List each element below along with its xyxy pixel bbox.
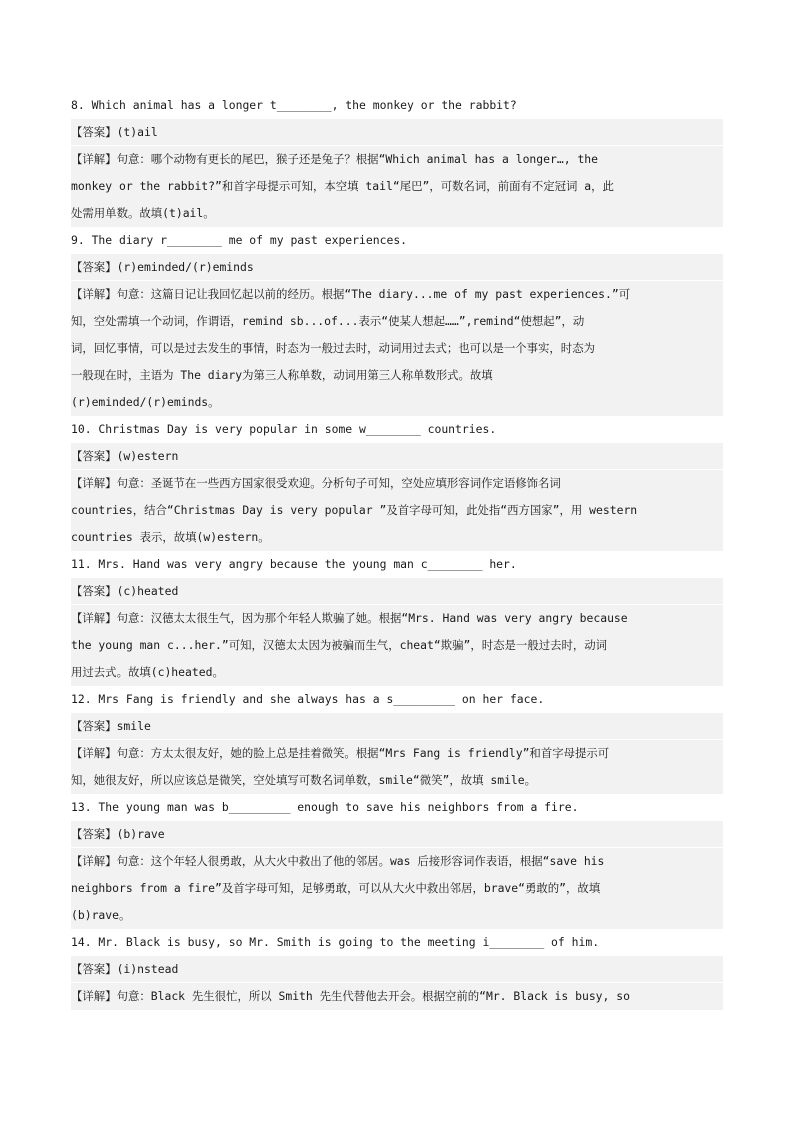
- answer-value: (i)nstead: [116, 962, 179, 976]
- answer-line: [71, 713, 723, 740]
- detail-text: 句意：Black 先生很忙，所以 Smith 先生代替他去开会。根据空前的“Mr. Black is busy, so: [116, 989, 630, 1003]
- question-text: 13. The young man was b_________ enough to save his neighbors from a fire.: [71, 800, 579, 814]
- answer-block: [71, 821, 723, 929]
- question-text: 11. Mrs. Hand was very angry because the young man c________ her.: [71, 557, 517, 571]
- detail-line: [71, 470, 723, 497]
- detail-text: 一般现在时，主语为 The diary为第三人称单数，动词用第三人称单数形式。故填: [71, 368, 493, 382]
- exercise-item: [71, 551, 723, 686]
- answer-value: (b)rave: [116, 827, 165, 841]
- detail-line: [71, 173, 723, 200]
- detail-text: the young man c...her.”可知，汉德太太因为被骗而生气，cheat“欺骗”，时态是一般过去时，动词: [71, 638, 608, 652]
- answer-value: (c)heated: [116, 584, 179, 598]
- detail-text: 知，她很友好，所以应该总是微笑，空处填写可数名词单数，smile“微笑”，故填 smile。: [71, 773, 537, 787]
- answer-label: 【答案】: [71, 125, 117, 139]
- answer-block: [71, 956, 723, 1010]
- detail-line: [71, 335, 723, 362]
- detail-text: 词，回忆事情，可以是过去发生的事情，时态为一般过去时，动词用过去式；也可以是一个事实，时态为: [71, 341, 595, 355]
- answer-value: (r)eminded/(r)eminds: [116, 260, 254, 274]
- answer-line: [71, 578, 723, 605]
- exercise-item: [71, 227, 723, 416]
- detail-line: [71, 875, 723, 902]
- detail-line: [71, 767, 723, 794]
- detail-label: 【详解】: [71, 152, 117, 166]
- answer-label: 【答案】: [71, 962, 117, 976]
- detail-text: (r)eminded/(r)eminds。: [71, 395, 220, 409]
- detail-text: neighbors from a fire”及首字母可知，足够勇敢，可以从大火中救出邻居，brave“勇敢的”，故填: [71, 881, 601, 895]
- answer-label: 【答案】: [71, 260, 117, 274]
- answer-block: [71, 119, 723, 227]
- answer-block: [71, 443, 723, 551]
- detail-text: 句意：哪个动物有更长的尾巴，猴子还是兔子？根据“Which animal has a longer…, the: [116, 152, 599, 166]
- detail-text: (b)rave。: [71, 908, 131, 922]
- detail-line: [71, 308, 723, 335]
- detail-text: countries 表示，故填(w)estern。: [71, 530, 270, 544]
- answer-block: [71, 713, 723, 794]
- question-text: 8. Which animal has a longer t________, the monkey or the rabbit?: [71, 98, 517, 112]
- answer-value: (w)estern: [116, 449, 179, 463]
- detail-line: [71, 605, 723, 632]
- detail-text: 句意：圣诞节在一些西方国家很受欢迎。分析句子可知，空处应填形容词作定语修饰名词: [116, 476, 561, 490]
- detail-label: 【详解】: [71, 854, 117, 868]
- question-text: 10. Christmas Day is very popular in some w________ countries.: [71, 422, 497, 436]
- detail-text: 句意：汉德太太很生气，因为那个年轻人欺骗了她。根据“Mrs. Hand was very angry because: [116, 611, 628, 625]
- detail-line: [71, 659, 723, 686]
- answer-block: [71, 254, 723, 416]
- exercise-item: [71, 92, 723, 227]
- exercise-item: [71, 416, 723, 551]
- detail-line: [71, 146, 723, 173]
- exercise-item: [71, 686, 723, 794]
- question-text: 14. Mr. Black is busy, so Mr. Smith is going to the meeting i________ of him.: [71, 935, 600, 949]
- detail-line: [71, 524, 723, 551]
- exercise-item: [71, 929, 723, 1010]
- detail-label: 【详解】: [71, 611, 117, 625]
- detail-text: countries，结合“Christmas Day is very popular ”及首字母可知，此处指“西方国家”，用 western: [71, 503, 638, 517]
- question-text: 9. The diary r________ me of my past experiences.: [71, 233, 408, 247]
- detail-text: 句意：方太太很友好，她的脸上总是挂着微笑。根据“Mrs Fang is friendly”和首字母提示可: [116, 746, 610, 760]
- exercise-item: [71, 794, 723, 929]
- detail-line: [71, 281, 723, 308]
- answer-line: [71, 956, 723, 983]
- answer-label: 【答案】: [71, 827, 117, 841]
- detail-line: [71, 389, 723, 416]
- detail-line: [71, 632, 723, 659]
- answer-label: 【答案】: [71, 719, 117, 733]
- answer-block: [71, 578, 723, 686]
- detail-line: [71, 200, 723, 227]
- answer-line: [71, 443, 723, 470]
- detail-line: [71, 740, 723, 767]
- detail-text: monkey or the rabbit?”和首字母提示可知，本空填 tail“尾巴”，可数名词，前面有不定冠词 a，此: [71, 179, 614, 193]
- detail-label: 【详解】: [71, 287, 117, 301]
- answer-line: [71, 821, 723, 848]
- detail-text: 知，空处需填一个动词，作谓语，remind sb...of...表示“使某人想起……”,remind“使想起”，动: [71, 314, 585, 328]
- answer-label: 【答案】: [71, 584, 117, 598]
- detail-line: [71, 362, 723, 389]
- answer-value: smile: [116, 719, 151, 733]
- answer-line: [71, 119, 723, 146]
- detail-line: [71, 848, 723, 875]
- detail-text: 用过去式。故填(c)heated。: [71, 665, 224, 679]
- detail-line: [71, 497, 723, 524]
- answer-label: 【答案】: [71, 449, 117, 463]
- detail-line: [71, 983, 723, 1010]
- detail-label: 【详解】: [71, 989, 117, 1003]
- detail-text: 句意：这个年轻人很勇敢，从大火中救出了他的邻居。was 后接形容词作表语，根据“save his: [116, 854, 605, 868]
- detail-label: 【详解】: [71, 476, 117, 490]
- answer-line: [71, 254, 723, 281]
- detail-text: 句意：这篇日记让我回忆起以前的经历。根据“The diary...me of my past experiences.”可: [116, 287, 631, 301]
- detail-line: [71, 902, 723, 929]
- exercise-page: [71, 92, 723, 1010]
- detail-text: 处需用单数。故填(t)ail。: [71, 206, 215, 220]
- answer-value: (t)ail: [116, 125, 158, 139]
- question-text: 12. Mrs Fang is friendly and she always has a s_________ on her face.: [71, 692, 545, 706]
- detail-label: 【详解】: [71, 746, 117, 760]
